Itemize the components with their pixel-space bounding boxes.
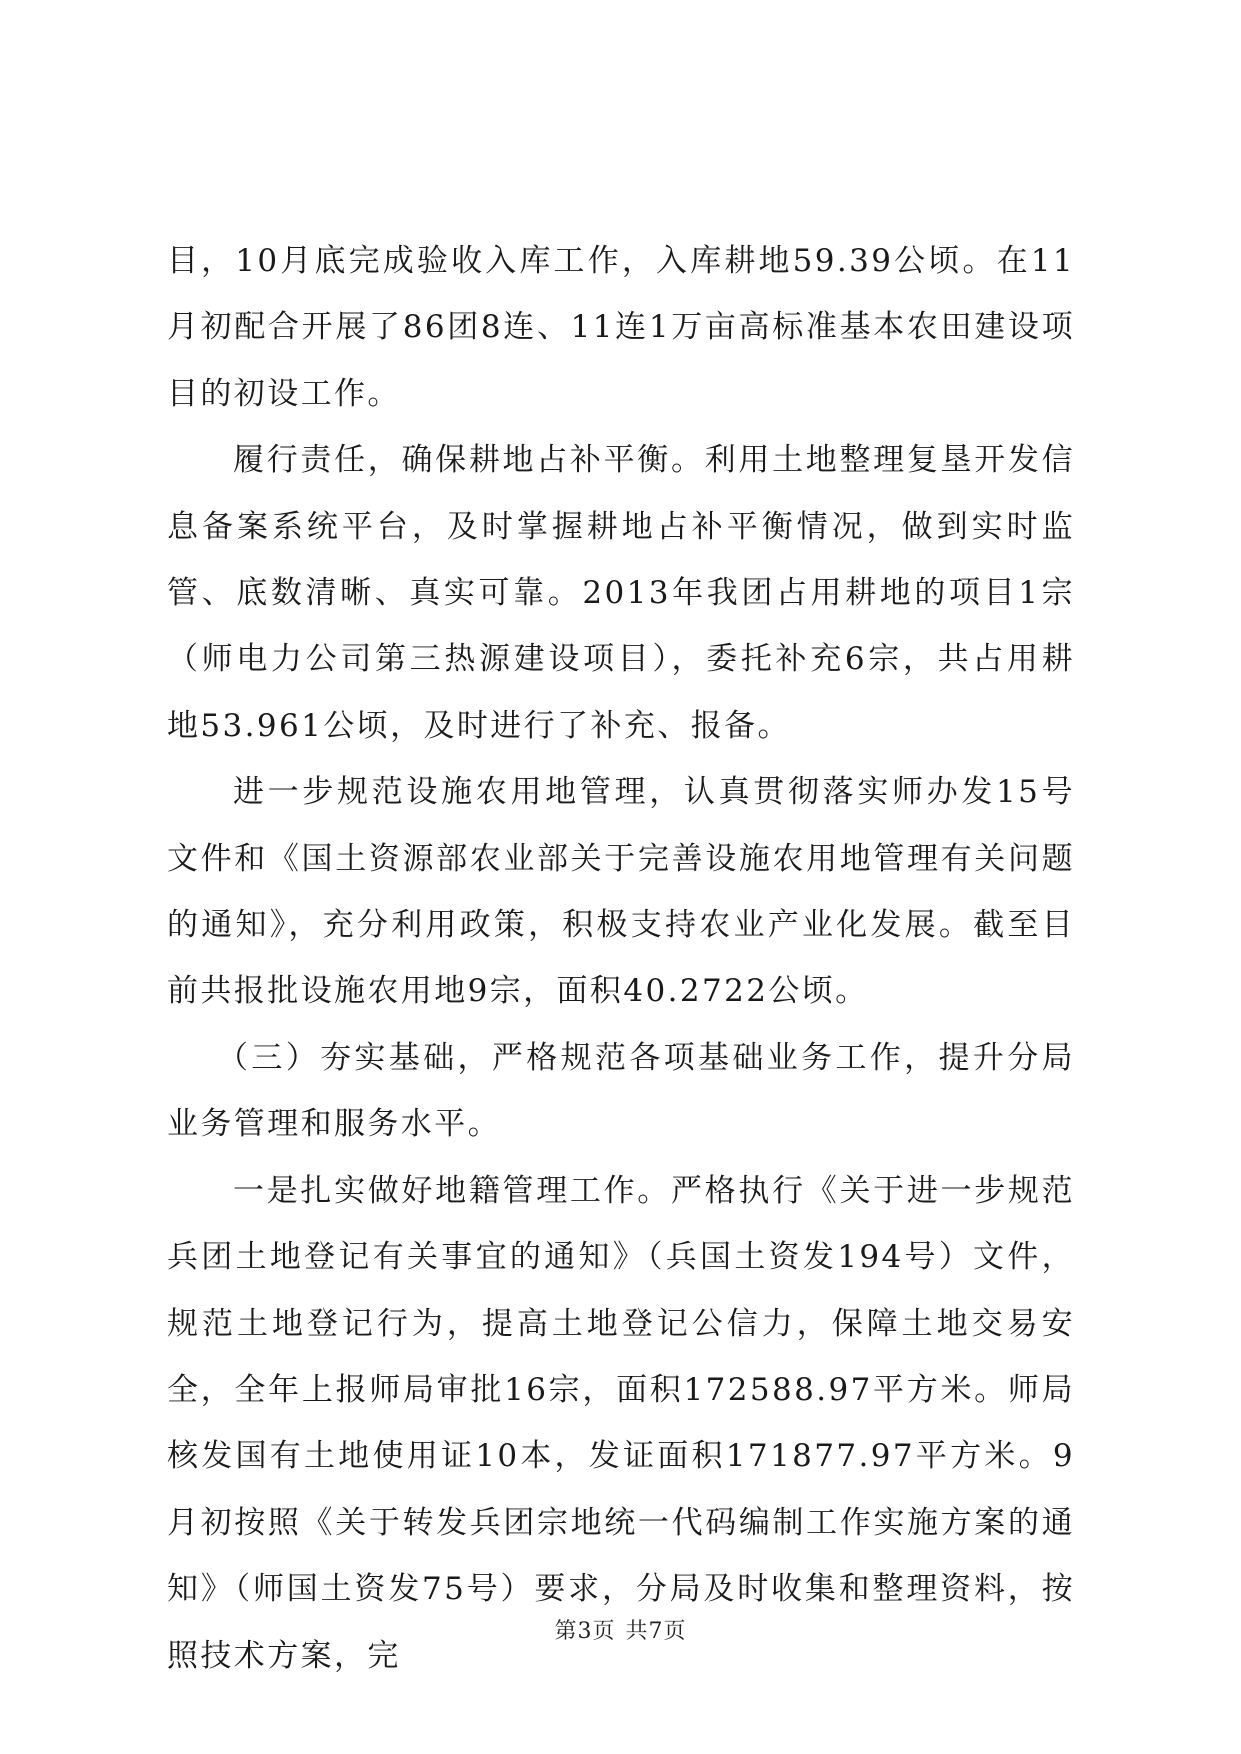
paragraph-continuation: 目，10月底完成验收入库工作，入库耕地59.39公顷。在11月初配合开展了86团8连、11连1万亩高标准基本农田建设项目的初设工作。: [167, 243, 1075, 412]
page-footer: [0, 1614, 1241, 1645]
paragraph-cadastral-management: 一是扎实做好地籍管理工作。严格执行《关于进一步规范兵团土地登记有关事宜的通知》（兵国土资发194号）文件，规范土地登记行为，提高土地登记公信力，保障土地交易安全，全年上报师局审批16宗，面积172588.97平方米。师局核发国有土地使用证10本，发证面积171877.97平方米。9月初按照《关于转发兵团宗地统一代码编制工作实施方案的通知》（师国土资发75号）要求，分局及时收集和整理资料，按照技术方案，完: [167, 1172, 1075, 1674]
paragraph-farmland-balance: 履行责任，确保耕地占补平衡。利用土地整理复垦开发信息备案系统平台，及时掌握耕地占补平衡情况，做到实时监管、底数清晰、真实可靠。2013年我团占用耕地的项目1宗（师电力公司第三热源建设项目），委托补充6宗，共占用耕地53.961公顷，及时进行了补充、报备。: [167, 442, 1075, 744]
section-heading-three: （三）夯实基础，严格规范各项基础业务工作，提升分局业务管理和服务水平。: [167, 1039, 1075, 1143]
page-total: 共7页: [625, 1619, 687, 1644]
page-number: 第3页: [554, 1619, 616, 1644]
document-body: [167, 228, 1075, 1689]
paragraph-facility-land: 进一步规范设施农用地管理，认真贯彻落实师办发15号文件和《国土资源部农业部关于完善设施农用地管理有关问题的通知》，充分利用政策，积极支持农业产业化发展。截至目前共报批设施农用地9宗，面积40.2722公顷。: [167, 774, 1075, 1010]
